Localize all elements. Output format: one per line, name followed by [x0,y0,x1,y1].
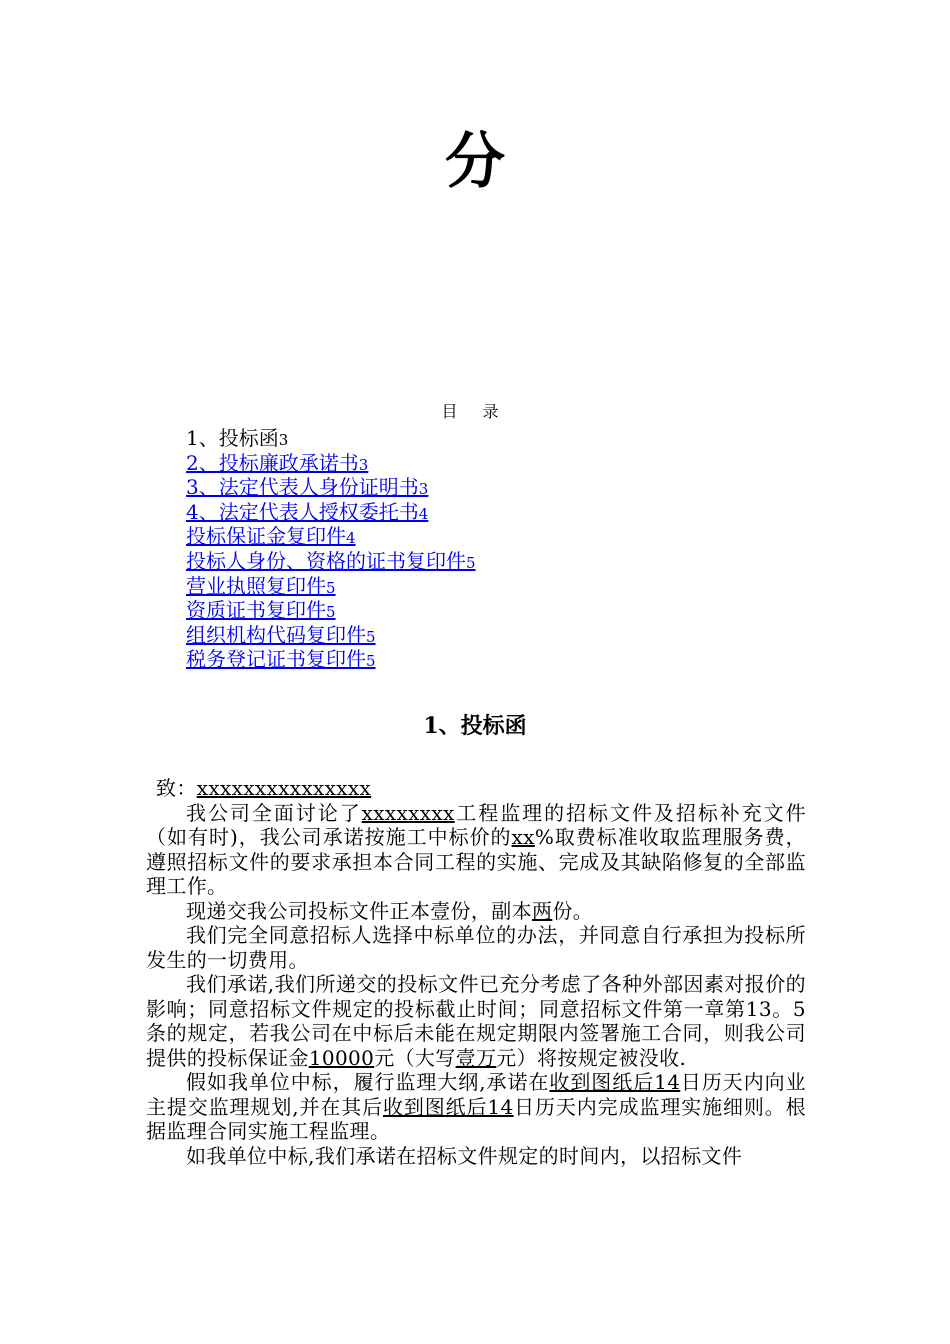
paragraph-award-commitment: 如我单位中标,我们承诺在招标文件规定的时间内，以招标文件 [186,1143,743,1168]
text-run: 我们承诺,我们所递交的投标文件已充分考虑了各种外部因素对报价的影响；同意招标文件规定的投标截止时间；同意招标文件第一章第13。5条的规定，若我公司在中标后未能在规定期限内签署施工合同，则我公司提供的投标保证金 [146,972,806,1070]
toc-item-page[interactable]: 5 [326,603,336,622]
section-title: 1、投标函 [423,713,527,739]
toc-item-label[interactable]: 营业执照复印件 [186,573,326,598]
toc-item-label[interactable]: 资质证书复印件 [186,598,326,623]
toc-item-page[interactable]: 5 [366,652,376,671]
table-of-contents [186,426,786,672]
text-run: 现递交我公司投标文件正本壹份，副本 [186,898,532,923]
text-run: 元（大写 [374,1045,456,1070]
toc-item-bid-letter [186,426,786,451]
text-run: %取费标准收取监理服务费，遵照招标文件的要求承担本合同工程的实施、完成及其缺陷修复的全部监理工作。 [146,825,806,898]
toc-item-bid-bond-copy[interactable] [186,524,786,549]
paragraph-copies [146,899,806,924]
toc-item-tax-registration[interactable] [186,647,786,672]
bond-amount-words-blank: 壹万 [455,1045,497,1070]
toc-item-page[interactable]: 5 [326,578,336,597]
toc-item-legal-rep-id[interactable] [186,475,786,500]
toc-item-label[interactable]: 组织机构代码复印件 [186,622,366,647]
text-run: 假如我单位中标，履行监理大纲,承诺在 [186,1070,550,1094]
paragraph-supervision-plan [146,1070,806,1144]
toc-item-page[interactable]: 5 [466,553,476,572]
bond-amount-blank: 10000 [308,1045,375,1070]
toc-item-page[interactable]: 3 [418,480,429,499]
toc-item-integrity-pledge[interactable] [186,451,786,476]
plan-deadline-blank: 收到图纸后14 [549,1070,681,1094]
salutation [146,776,806,801]
bid-letter-body [146,776,806,1168]
paragraph-bid-bond [146,972,806,1070]
toc-item-page[interactable]: 3 [358,455,369,474]
text-run: 日历天内向业主提交监理规划,并在其后 [146,1070,806,1119]
text-run: 工程监理的招标文件及招标补充文件（如有时)，我公司承诺按施工中标价的 [146,800,806,849]
salutation-prefix: 致： [156,776,197,800]
toc-item-label[interactable]: 4、法定代表人授权委托书 [186,499,419,524]
text-run: 元）将按规定被没收. [496,1045,687,1070]
toc-item-qualification-cert[interactable] [186,598,786,623]
text-run: 我公司全面讨论了 [186,800,362,825]
fee-rate-blank: xx [511,825,535,849]
text-run: 日历天内完成监理实施细则。根据监理合同实施工程监理。 [146,1094,807,1143]
toc-item-label: 1、投标函 [186,426,279,450]
rules-deadline-blank: 收到图纸后14 [383,1094,514,1119]
toc-item-label[interactable]: 投标人身份、资格的证书复印件 [186,548,466,573]
toc-item-label[interactable]: 投标保证金复印件 [186,524,346,549]
toc-item-page[interactable]: 4 [418,504,429,523]
toc-item-business-license[interactable] [186,574,786,599]
toc-item-org-code[interactable] [186,623,786,648]
toc-item-qualification-copies[interactable] [186,549,786,574]
recipient-name: xxxxxxxxxxxxxxx [196,776,372,800]
toc-item-label[interactable]: 2、投标廉政承诺书 [186,450,359,475]
paragraph-agreement: 我们完全同意招标人选择中标单位的办法，并同意自行承担为投标所发生的一切费用。 [146,923,806,972]
toc-item-page[interactable]: 4 [346,529,356,548]
cover-title: 分 [445,127,505,197]
text-run: 份。 [552,898,594,923]
toc-item-page[interactable]: 5 [366,627,376,646]
toc-item-label[interactable]: 税务登记证书复印件 [186,647,366,672]
toc-item-label[interactable]: 3、法定代表人身份证明书 [186,475,419,500]
paragraph-review [146,801,806,899]
copies-blank: 两 [531,898,553,923]
toc-item-page: 3 [278,431,289,449]
toc-item-power-of-attorney[interactable] [186,500,786,525]
project-name-blank: xxxxxxxx [361,800,455,825]
toc-heading: 目 录 [441,402,509,421]
